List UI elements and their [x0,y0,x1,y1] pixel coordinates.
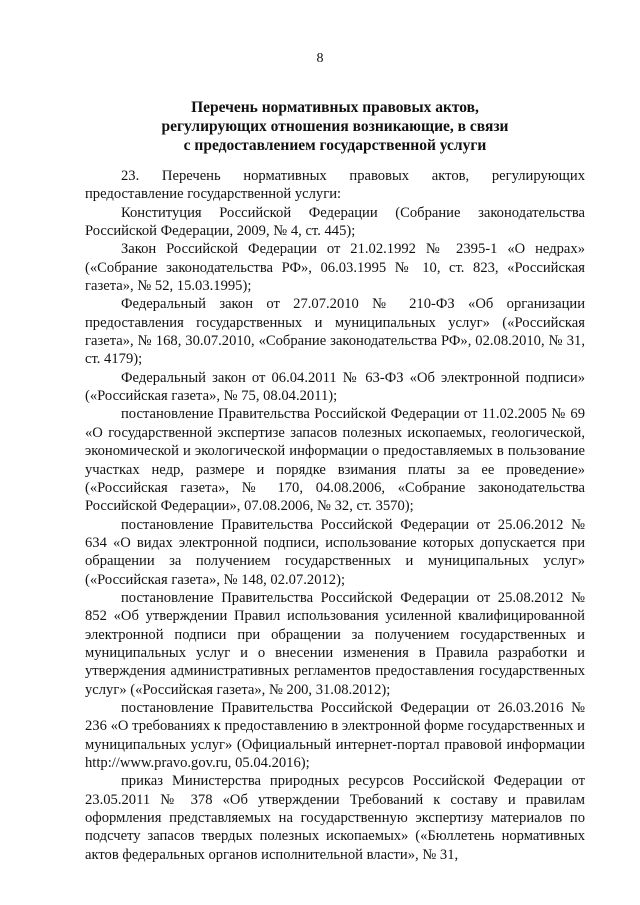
paragraph-resolution-69: постановление Правительства Российской Федерации от 11.02.2005 № 69 «О государственной экспертизе запасов полезных ископаемых, геологической, экономической и экологической информации о предоставляемых в пользование участках недр, размере и порядке взимания платы за ее проведение» («Российская газета», № 170, 04.08.2006, «Собрание законодательства Российской Федерации», 07.08.2006, № 32, ст. 3570); [85,406,585,515]
paragraph-resolution-634: постановление Правительства Российской Федерации от 25.06.2012 № 634 «О видах электронной подписи, использование которых допускается при обращении за получением государственных и муниципальных услуг» («Российская газета», № 148, 02.07.2012); [85,516,585,588]
section-title [85,98,585,155]
paragraph-order-378: приказ Министерства природных ресурсов Российской Федерации от 23.05.2011 № 378 «Об утверждении Требований к составу и правилам оформления представляемых на государственную экспертизу материалов по подсчету запасов твердых полезных ископаемых» («Бюллетень нормативных актов федеральных органов исполнительной власти», № 31, [85,773,585,863]
section-title-line: с предоставлением государственной услуги [183,137,487,154]
paragraph-resolution-852: постановление Правительства Российской Федерации от 25.08.2012 № 852 «Об утверждении Правил использования усиленной квалифицированной электронной подписи при обращении за получением государственных и муниципальных услуг и о внесении изменения в Правила разработки и утверждения административных регламентов предоставления государственных услуг» («Российская газета», № 200, 31.08.2012); [85,589,585,698]
paragraph-constitution: Конституция Российской Федерации (Собрание законодательства Российской Федерации, 2009, № 4, ст. 445); [85,204,585,240]
paragraph-law-subsoil: Закон Российской Федерации от 21.02.1992 № 2395-1 «О недрах» («Собрание законодательства РФ», 06.03.1995 № 10, ст. 823, «Российская газета», № 52, 15.03.1995); [85,241,585,295]
paragraph-resolution-236: постановление Правительства Российской Федерации от 26.03.2016 № 236 «О требованиях к предоставлению в электронной форме государственных и муниципальных услуг» (Официальный интернет-портал правовой информации http://www.pravo.gov.ru, 05.04.2016); [85,699,585,771]
paragraph-law-210: Федеральный закон от 27.07.2010 № 210-ФЗ «Об организации предоставления государственных и муниципальных услуг» («Российская газета», № 168, 30.07.2010, «Собрание законодательства РФ», 02.08.2010, № 31, ст. 4179); [85,296,585,368]
section-title-line: регулирующих отношения возникающие, в связи [161,118,509,135]
section-title-line: Перечень нормативных правовых актов, [191,99,479,116]
document-body [85,167,585,864]
paragraph-law-63: Федеральный закон от 06.04.2011 № 63-ФЗ «Об электронной подписи» («Российская газета», № 75, 08.04.2011); [85,369,585,405]
page-number: 8 [316,51,324,66]
paragraph-intro: 23. Перечень нормативных правовых актов, регулирующих предоставление государственной услуги: [85,168,585,203]
